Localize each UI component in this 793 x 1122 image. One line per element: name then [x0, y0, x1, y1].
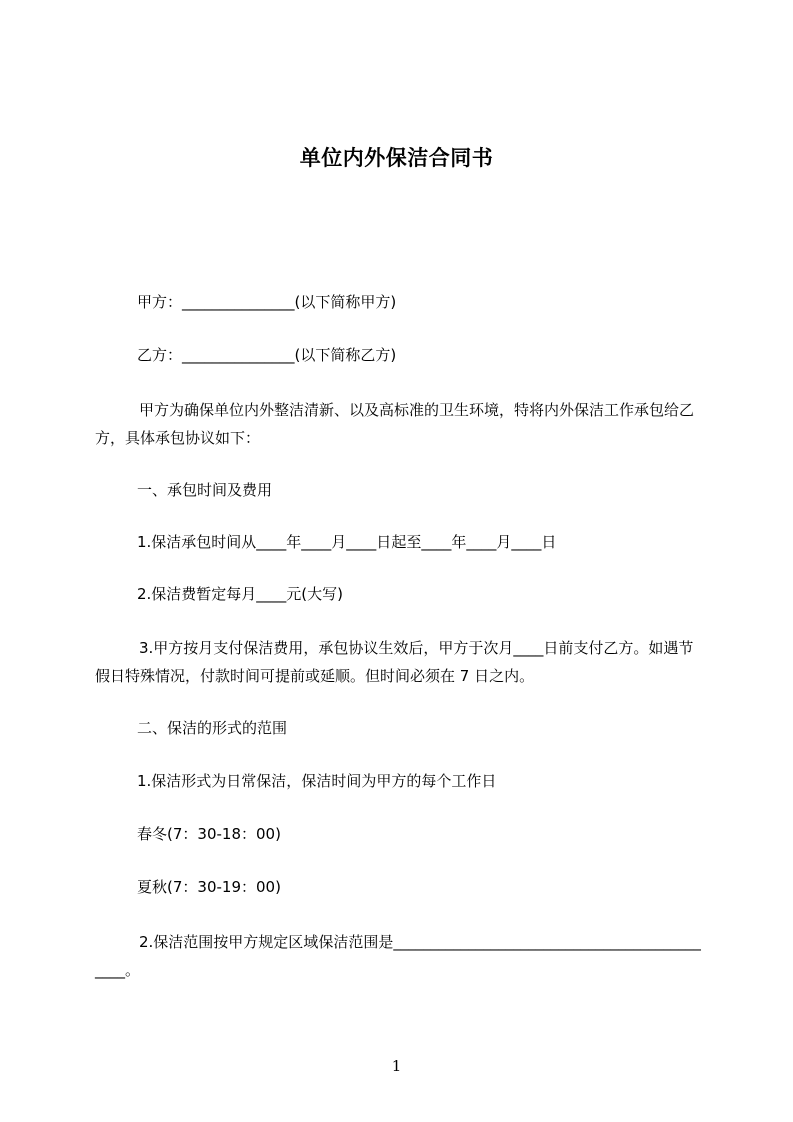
spring-winter-hours: 春冬(7：30-18：00)	[137, 825, 281, 843]
section-1-heading: 一、承包时间及费用	[137, 481, 273, 499]
party-b-line: 乙方：_______________(以下简称乙方)	[137, 346, 397, 364]
summer-autumn-hours: 夏秋(7：30-19：00)	[137, 878, 281, 896]
section-2-item-1: 1.保洁形式为日常保洁，保洁时间为甲方的每个工作日	[137, 772, 497, 790]
document-title: 单位内外保洁合同书	[299, 146, 494, 170]
section-2-item-2: 2.保洁范围按甲方规定区域保洁范围是_____________________________________________。	[95, 933, 701, 979]
party-a-line: 甲方：_______________(以下简称甲方)	[137, 293, 397, 311]
section-1-item-3: 3.甲方按月支付保洁费用，承包协议生效后，甲方于次月____日前支付乙方。如遇节假日特殊情况，付款时间可提前或延顺。但时间必须在 7 日之内。	[95, 639, 694, 685]
section-1-item-1: 1.保洁承包时间从____年____月____日起至____年____月____日	[137, 533, 557, 551]
section-1-item-2: 2.保洁费暂定每月____元(大写)	[137, 585, 344, 603]
intro-paragraph: 甲方为确保单位内外整洁清新、以及高标准的卫生环境，特将内外保洁工作承包给乙方，具体承包协议如下：	[95, 401, 695, 447]
page-number: 1	[391, 1057, 402, 1075]
section-2-heading: 二、保洁的形式的范围	[137, 719, 288, 737]
